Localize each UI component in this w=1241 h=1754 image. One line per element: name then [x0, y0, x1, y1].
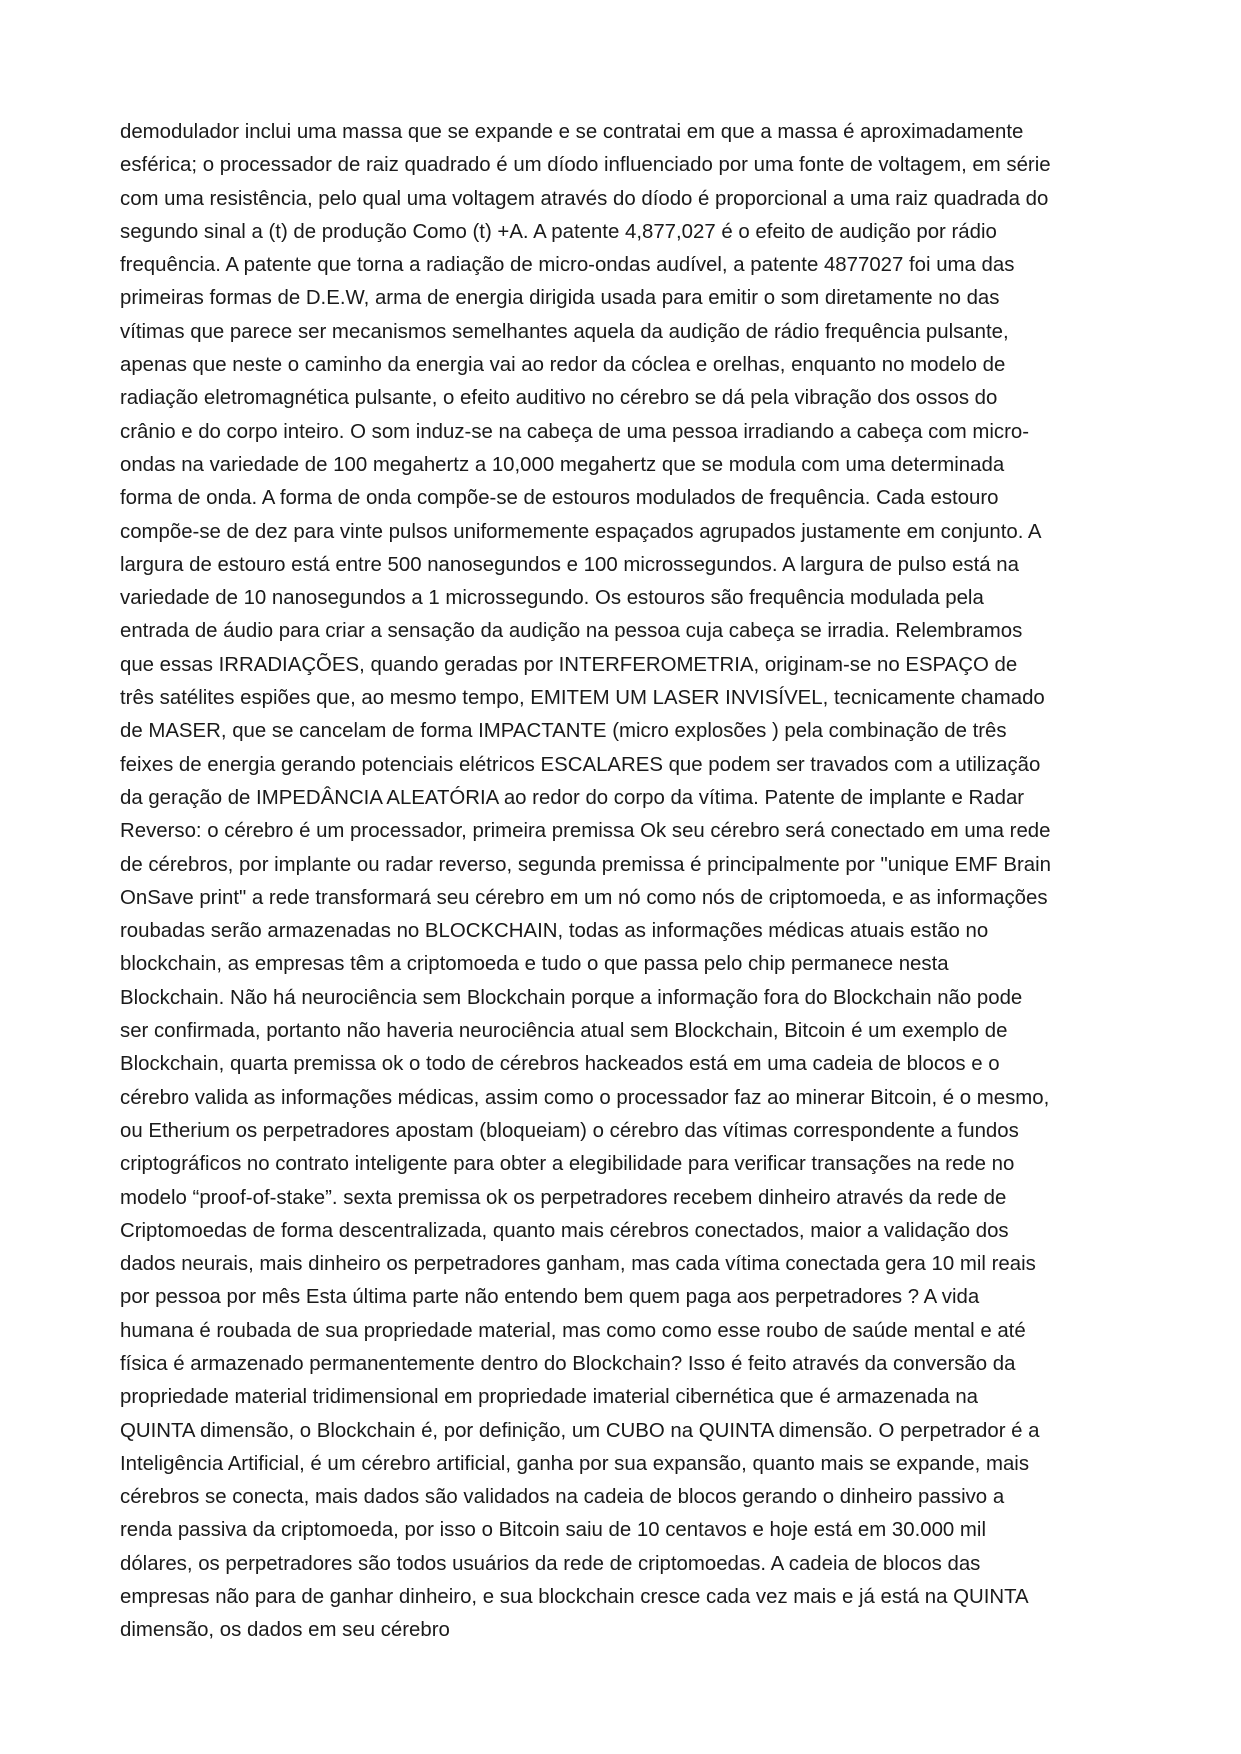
text-line: cérebro valida as informações médicas, assim como o processador faz ao minerar Bitcoin, é o mesmo,: [120, 1086, 1050, 1109]
text-line: compõe-se de dez para vinte pulsos uniformemente espaçados agrupados justamente em conjunto. A: [120, 520, 1042, 543]
text-line: apenas que neste o caminho da energia vai ao redor da cóclea e orelhas, enquanto no modelo de: [120, 354, 1006, 377]
text-line: Reverso: o cérebro é um processador, primeira premissa Ok seu cérebro será conectado em uma rede: [120, 820, 1051, 843]
text-line: física é armazenado permanentemente dentro do Blockchain? Isso é feito através da conversão da: [120, 1352, 1016, 1375]
text-line: esférica; o processador de raiz quadrado é um díodo influenciado por uma fonte de voltagem, em série: [120, 154, 1051, 177]
text-line: três satélites espiões que, ao mesmo tempo, EMITEM UM LASER INVISÍVEL, tecnicamente chamado: [120, 687, 1045, 710]
text-line: variedade de 10 nanosegundos a 1 microssegundo. Os estouros são frequência modulada pela: [120, 587, 984, 610]
text-line: Blockchain, quarta premissa ok o todo de cérebros hackeados está em uma cadeia de blocos e o: [120, 1053, 1000, 1076]
text-line: dados neurais, mais dinheiro os perpetradores ganham, mas cada vítima conectada gera 10 mil reais: [120, 1253, 1036, 1276]
text-line: roubadas serão armazenadas no BLOCKCHAIN, todas as informações médicas atuais estão no: [120, 920, 989, 943]
text-line: dimensão, os dados em seu cérebro: [120, 1619, 450, 1642]
body-paragraph: [120, 116, 1130, 1648]
text-line: ser confirmada, portanto não haveria neurociência atual sem Blockchain, Bitcoin é um exemplo de: [120, 1020, 1008, 1043]
text-line: humana é roubada de sua propriedade material, mas como como esse roubo de saúde mental e até: [120, 1319, 1026, 1342]
text-line: ondas na variedade de 100 megahertz a 10,000 megahertz que se modula com uma determinada: [120, 453, 1005, 476]
text-line: crânio e do corpo inteiro. O som induz-se na cabeça de uma pessoa irradiando a cabeça com micro-: [120, 420, 1029, 443]
text-line: propriedade material tridimensional em propriedade imaterial cibernética que é armazenada na: [120, 1386, 979, 1409]
text-line: Blockchain. Não há neurociência sem Blockchain porque a informação fora do Blockchain não pode: [120, 986, 1023, 1009]
text-line: por pessoa por mês Esta última parte não entendo bem quem paga aos perpetradores ? A vida: [120, 1286, 980, 1309]
text-line: de MASER, que se cancelam de forma IMPACTANTE (micro explosões ) pela combinação de três: [120, 720, 1007, 743]
text-line: Inteligência Artificial, é um cérebro artificial, ganha por sua expansão, quanto mais se expande, mais: [120, 1452, 1030, 1475]
text-line: feixes de energia gerando potenciais elétricos ESCALARES que podem ser travados com a utilização: [120, 753, 1041, 776]
text-line: OnSave print" a rede transformará seu cérebro em um nó como nós de criptomoeda, e as informações: [120, 886, 1048, 909]
text-line: com uma resistência, pelo qual uma voltagem através do díodo é proporcional a uma raiz quadrada do: [120, 187, 1049, 210]
text-line: Criptomoedas de forma descentralizada, quanto mais cérebros conectados, maior a validação dos: [120, 1219, 1009, 1242]
text-line: vítimas que parece ser mecanismos semelhantes aquela da audição de rádio frequência pulsante,: [120, 320, 1009, 343]
text-line: QUINTA dimensão, o Blockchain é, por definição, um CUBO na QUINTA dimensão. O perpetrador é a: [120, 1419, 1040, 1442]
text-line: modelo “proof-of-stake”. sexta premissa ok os perpetradores recebem dinheiro através da rede de: [120, 1186, 1007, 1209]
text-line: ou Etherium os perpetradores apostam (bloqueiam) o cérebro das vítimas correspondente a fundos: [120, 1119, 1019, 1142]
text-line: radiação eletromagnética pulsante, o efeito auditivo no cérebro se dá pela vibração dos ossos do: [120, 387, 998, 410]
text-line: blockchain, as empresas têm a criptomoeda e tudo o que passa pelo chip permanece nesta: [120, 953, 949, 976]
text-line: forma de onda. A forma de onda compõe-se de estouros modulados de frequência. Cada estouro: [120, 487, 999, 510]
text-line: demodulador inclui uma massa que se expande e se contratai em que a massa é aproximadamente: [120, 121, 1024, 143]
text-line: que essas IRRADIAÇÕES, quando geradas por INTERFEROMETRIA, originam-se no ESPAÇO de: [120, 653, 1018, 676]
text-line: criptográficos no contrato inteligente para obter a elegibilidade para verificar transações na rede no: [120, 1153, 1015, 1176]
text-line: segundo sinal a (t) de produção Como (t) +A. A patente 4,877,027 é o efeito de audição por rádio: [120, 220, 997, 243]
text-line: primeiras formas de D.E.W, arma de energia dirigida usada para emitir o som diretamente no das: [120, 287, 1000, 310]
text-line: largura de estouro está entre 500 nanosegundos e 100 microssegundos. A largura de pulso está na: [120, 553, 1019, 576]
text-line: renda passiva da criptomoeda, por isso o Bitcoin saiu de 10 centavos e hoje está em 30.000 mil: [120, 1519, 986, 1542]
text-line: cérebros se conecta, mais dados são validados na cadeia de blocos gerando o dinheiro passivo a: [120, 1486, 1005, 1509]
text-line: entrada de áudio para criar a sensação da audição na pessoa cuja cabeça se irradia. Relembramos: [120, 620, 1023, 643]
text-line: empresas não para de ganhar dinheiro, e sua blockchain cresce cada vez mais e já está na QUINTA: [120, 1586, 1029, 1609]
text-line: de cérebros, por implante ou radar reverso, segunda premissa é principalmente por "unique EMF Brain: [120, 853, 1051, 876]
text-line: da geração de IMPEDÂNCIA ALEATÓRIA ao redor do corpo da vítima. Patente de implante e Radar: [120, 786, 1025, 809]
text-line: frequência. A patente que torna a radiação de micro-ondas audível, a patente 4877027 foi uma das: [120, 254, 1015, 277]
text-line: dólares, os perpetradores são todos usuários da rede de criptomoedas. A cadeia de blocos das: [120, 1552, 981, 1575]
